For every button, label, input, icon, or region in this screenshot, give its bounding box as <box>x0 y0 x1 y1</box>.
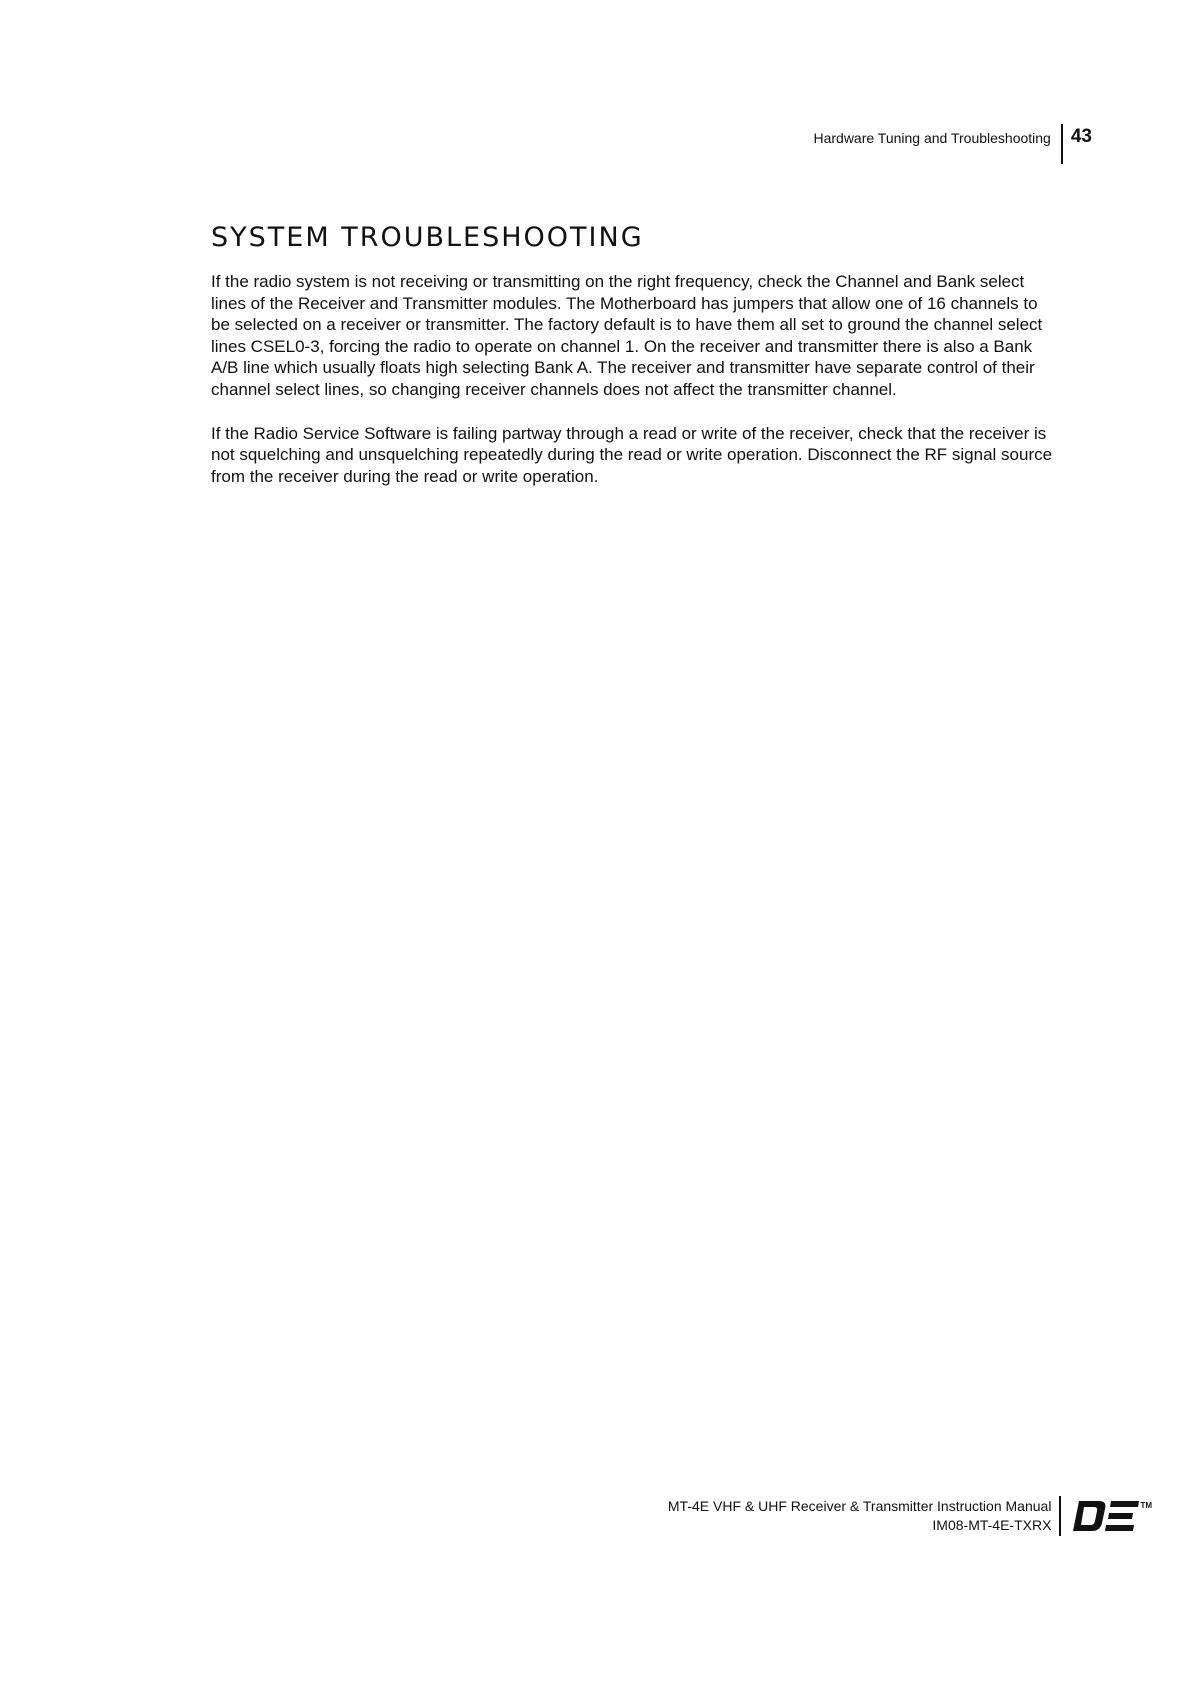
page-number: 43 <box>1070 126 1092 147</box>
paragraph-frequency-check: If the radio system is not receiving or transmitting on the right frequency, check the Channel and Bank select lines of the Receiver and Transmitter modules. The Motherboard has jumpers that allow one of 16 channels to be selected on a receiver or transmitter. The factory default is to have them all set to ground the channel select lines CSEL0-3, forcing the radio to operate on channel 1. On the receiver and transmitter there is also a Bank A/B line which usually floats high selecting Bank A. The receiver and transmitter have separate control of their channel select lines, so changing receiver channels does not affect the transmitter channel. <box>211 272 1043 399</box>
running-header <box>813 124 1092 164</box>
footer-text <box>668 1497 1060 1535</box>
main-content <box>211 222 1061 509</box>
manual-title: MT-4E VHF & UHF Receiver & Transmitter Instruction Manual <box>667 1498 1052 1514</box>
company-logo <box>1073 1499 1152 1533</box>
footer-divider <box>1059 1496 1061 1536</box>
section-title: SYSTEM TROUBLESHOOTING <box>211 222 644 253</box>
footer <box>668 1496 1152 1536</box>
document-id: IM08-MT-4E-TXRX <box>932 1517 1052 1533</box>
paragraph-service-software: If the Radio Service Software is failing partway through a read or write of the receiver, check that the receiver is not squelching and unsquelching repeatedly during the read or write operation. Disconnect the RF signal source from the receiver during the read or write operation. <box>211 423 1053 486</box>
logo-mark-icon <box>1073 1499 1139 1533</box>
logo-trademark: TM <box>1140 1501 1152 1510</box>
header-section-title: Hardware Tuning and Troubleshooting <box>813 130 1051 146</box>
